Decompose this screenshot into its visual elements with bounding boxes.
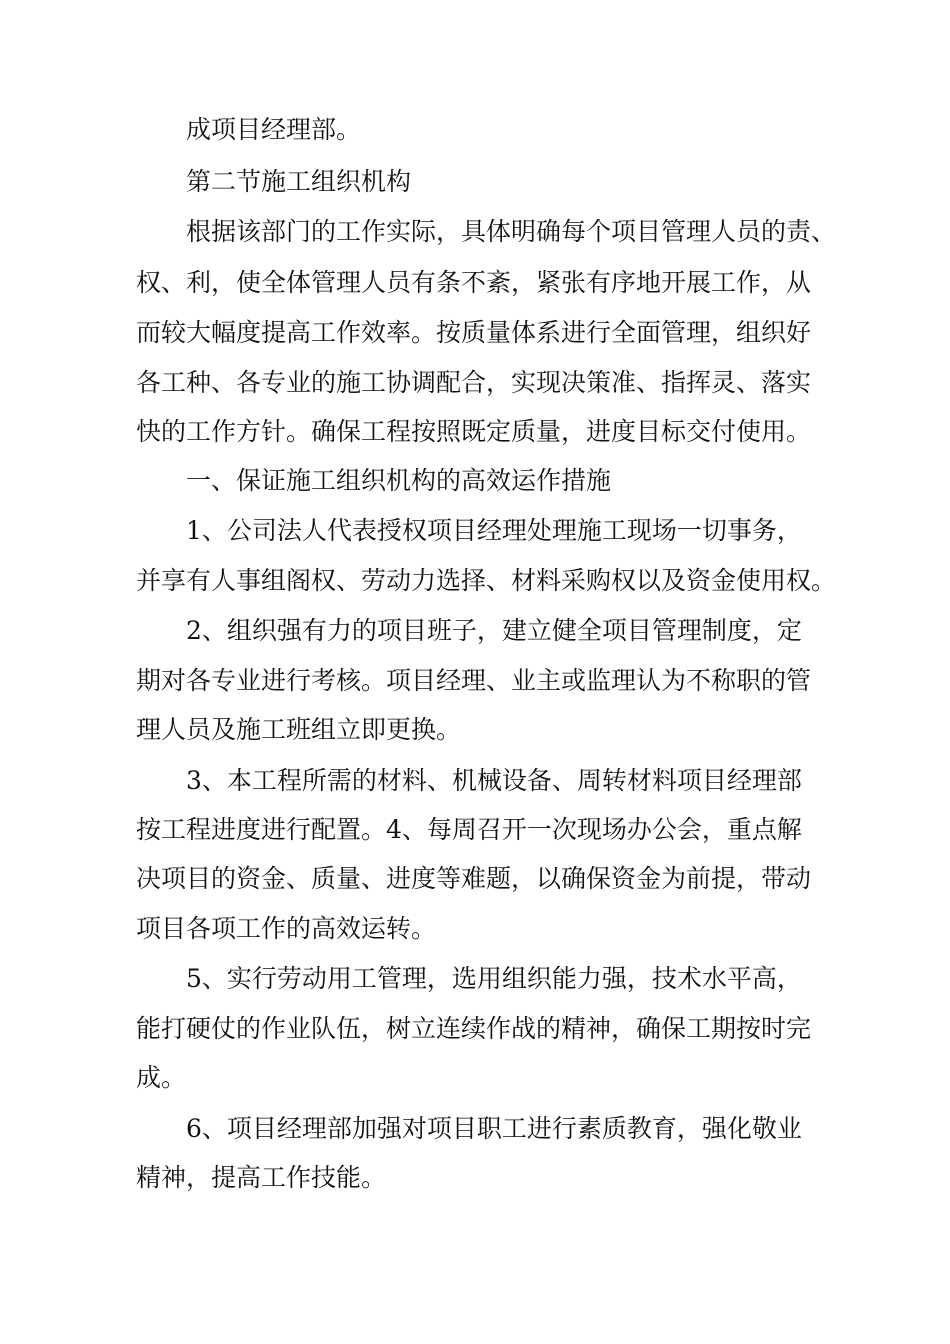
text-line: 快的工作方针。确保工程按照既定质量，进度目标交付使用。 <box>136 417 812 446</box>
text-line: 而较大幅度提高工作效率。按质量体系进行全面管理，组织好 <box>136 318 812 347</box>
list-item-1: 1、公司法人代表授权项目经理处理施工现场一切事务， <box>186 516 802 545</box>
text-line: 项目各项工作的高效运转。 <box>136 914 437 943</box>
text-line: 根据该部门的工作实际，具体明确每个项目管理人员的责、 <box>186 217 837 246</box>
text-line: 理人员及施工班组立即更换。 <box>136 715 462 744</box>
list-item-5: 5、实行劳动用工管理，选用组织能力强，技术水平高， <box>186 964 802 993</box>
subsection-heading: 一、保证施工组织机构的高效运作措施 <box>186 466 612 495</box>
section-heading: 第二节施工组织机构 <box>186 167 412 196</box>
text-line: 按工程进度进行配置。4、每周召开一次现场办公会，重点解 <box>136 815 802 844</box>
text-line: 权、利，使全体管理人员有条不紊，紧张有序地开展工作，从 <box>136 268 812 297</box>
text-line: 成。 <box>136 1063 187 1092</box>
text-line: 期对各专业进行考核。项目经理、业主或监理认为不称职的管 <box>136 666 812 695</box>
text-line: 决项目的资金、质量、进度等难题，以确保资金为前提，带动 <box>136 864 812 893</box>
list-item-6: 6、项目经理部加强对项目职工进行素质教育，强化敬业 <box>186 1114 802 1143</box>
text-line: 精神，提高工作技能。 <box>136 1163 387 1192</box>
list-item-2: 2、组织强有力的项目班子，建立健全项目管理制度，定 <box>186 616 802 645</box>
text-line: 能打硬仗的作业队伍，树立连续作战的精神，确保工期按时完 <box>136 1014 812 1043</box>
list-item-3: 3、本工程所需的材料、机械设备、周转材料项目经理部 <box>186 766 802 795</box>
text-line: 各工种、各专业的施工协调配合，实现决策准、指挥灵、落实 <box>136 368 812 397</box>
text-line: 成项目经理部。 <box>186 115 362 144</box>
text-line: 并享有人事组阁权、劳动力选择、材料采购权以及资金使用权。 <box>136 566 837 595</box>
